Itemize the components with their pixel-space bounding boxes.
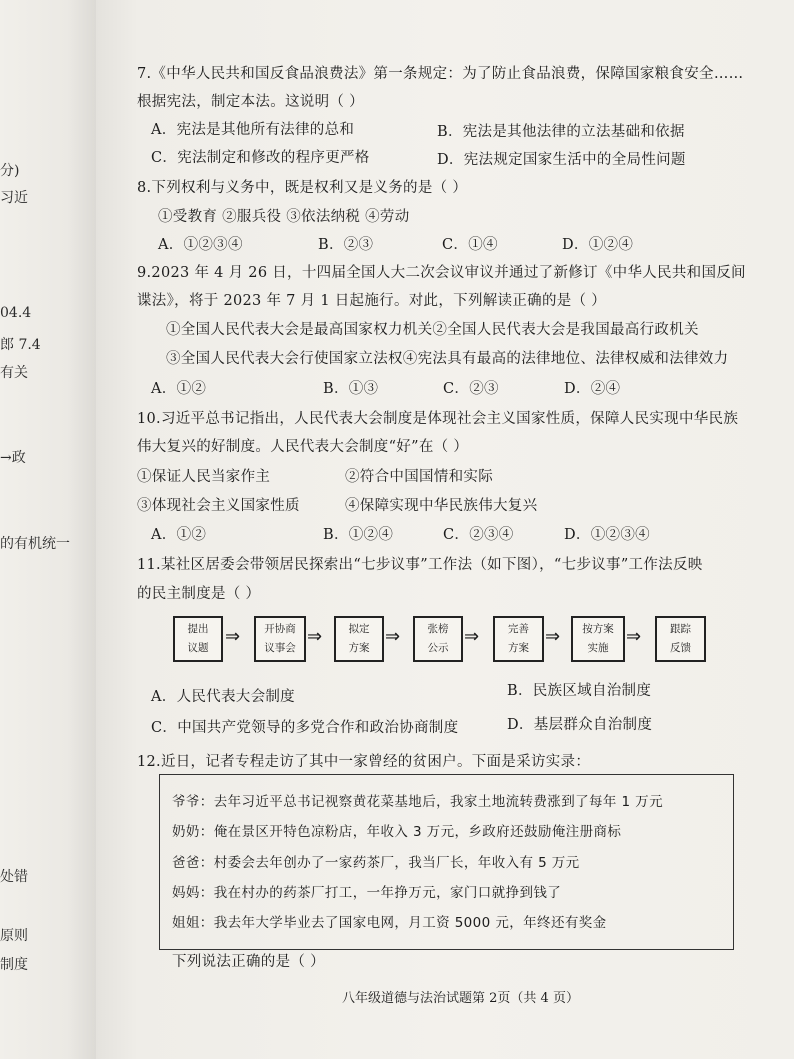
- q7-option-d: D．宪法规定国家生活中的全局性问题: [437, 152, 686, 168]
- q8-option-d: D．①②④: [562, 237, 634, 253]
- q11-option-b: B．民族区域自治制度: [507, 683, 652, 699]
- flow-arrow-icon: ⇒: [307, 626, 323, 647]
- q9-item-line-2: ③全国人民代表大会行使国家立法权④宪法具有最高的法律地位、法律权威和法律效力: [166, 351, 729, 367]
- flow-arrow-icon: ⇒: [545, 626, 561, 647]
- q10-option-a: A．①②: [151, 527, 207, 543]
- q11-option-a: A．人民代表大会制度: [151, 689, 295, 705]
- q8-option-a: A．①②③④: [158, 237, 243, 253]
- flow-step: [254, 616, 306, 662]
- flow-step-line: 方案: [348, 642, 370, 654]
- flow-step-line: 实施: [587, 642, 609, 654]
- q9-item-line-1: ①全国人民代表大会是最高国家权力机关②全国人民代表大会是我国最高行政机关: [166, 322, 699, 338]
- flow-step-line: 公示: [427, 642, 449, 654]
- q9-option-c: C．②③: [443, 381, 499, 397]
- q9-stem-line-2: 谍法》，将于 2023 年 7 月 1 日起施行。对此，下列解读正确的是（ ）: [137, 293, 607, 309]
- margin-fragment: 原则: [0, 928, 28, 944]
- q11-option-d: D．基层群众自治制度: [507, 717, 653, 733]
- q10-item-3: ③体现社会主义国家性质: [137, 498, 300, 514]
- interview-line: 妈妈：我在村办的药茶厂打工，一年挣万元，家门口就挣到钱了: [172, 885, 562, 901]
- q11-option-c: C．中国共产党领导的多党合作和政治协商制度: [151, 720, 459, 736]
- flow-step-line: 完善: [508, 623, 529, 635]
- flow-step-line: 方案: [508, 642, 529, 654]
- margin-fragment: 郎 7.4: [0, 337, 41, 353]
- q9-option-b: B．①③: [323, 381, 379, 397]
- interview-line: 奶奶：俺在景区开特色凉粉店，年收入 3 万元，乡政府还鼓励俺注册商标: [172, 824, 622, 840]
- q10-stem-line-1: 10.习近平总书记指出，人民代表大会制度是体现社会主义国家性质，保障人民实现中华民族: [137, 411, 739, 427]
- q8-option-b: B．②③: [318, 237, 374, 253]
- flow-arrow-icon: ⇒: [385, 626, 401, 647]
- flow-step-line: 议事会: [264, 642, 296, 654]
- previous-page-edge: [0, 0, 96, 1059]
- margin-fragment: 04.4: [0, 305, 32, 321]
- q11-stem-line-1: 11.某社区居委会带领居民探索出“七步议事”工作法（如下图），“七步议事”工作法反映: [137, 557, 703, 573]
- q7-stem-line-1: 7.《中华人民共和国反食品浪费法》第一条规定：为了防止食品浪费，保障国家粮食安全……: [137, 66, 744, 82]
- q10-stem-line-2: 伟大复兴的好制度。人民代表大会制度“好”在（ ）: [137, 439, 469, 455]
- q12-question: 下列说法正确的是（ ）: [172, 954, 325, 970]
- flow-step: [571, 616, 625, 662]
- flow-step-line: 拟定: [348, 623, 370, 635]
- q8-items: ①受教育 ②服兵役 ③依法纳税 ④劳动: [158, 209, 410, 225]
- margin-fragment: 习近: [0, 190, 28, 206]
- q11-stem-line-2: 的民主制度是（ ）: [137, 586, 261, 602]
- q10-item-1: ①保证人民当家作主: [137, 469, 271, 485]
- flow-step: [493, 616, 544, 662]
- margin-fragment: 处错: [0, 869, 28, 885]
- margin-fragment: 的有机统一: [0, 536, 70, 552]
- q7-stem-line-2: 根据宪法，制定本法。这说明（ ）: [137, 94, 364, 110]
- flow-step-line: 张榜: [427, 623, 449, 635]
- interview-line: 爸爸：村委会去年创办了一家药茶厂，我当厂长，年收入有 5 万元: [172, 855, 580, 871]
- flow-step: [413, 616, 463, 662]
- flow-step-line: 跟踪: [670, 623, 691, 635]
- margin-fragment: 分): [0, 163, 20, 179]
- flow-step-line: 议题: [187, 642, 209, 654]
- flow-arrow-icon: ⇒: [626, 626, 642, 647]
- q10-option-d: D．①②③④: [564, 527, 650, 543]
- q10-item-4: ④保障实现中华民族伟大复兴: [345, 498, 538, 514]
- flow-arrow-icon: ⇒: [464, 626, 480, 647]
- page-footer: 八年级道德与法治试题第 2页（共 4 页）: [342, 991, 579, 1006]
- flow-step: [655, 616, 706, 662]
- flow-step-line: 提出: [187, 623, 209, 635]
- q10-option-b: B．①②④: [323, 527, 394, 543]
- q7-option-c: C．宪法制定和修改的程序更严格: [151, 150, 370, 166]
- q10-item-2: ②符合中国国情和实际: [345, 469, 493, 485]
- q9-option-a: A．①②: [151, 381, 207, 397]
- q7-option-b: B．宪法是其他法律的立法基础和依据: [437, 124, 685, 140]
- q9-stem-line-1: 9.2023 年 4 月 26 日，十四届全国人大二次会议审议并通过了新修订《中华人民共和国反间: [137, 265, 746, 281]
- q10-option-c: C．②③④: [443, 527, 514, 543]
- flow-step: [334, 616, 384, 662]
- q7-option-a: A．宪法是其他所有法律的总和: [151, 122, 355, 138]
- q8-option-c: C．①④: [442, 237, 498, 253]
- flow-step-line: 按方案: [582, 623, 614, 635]
- interview-line: 爷爷：去年习近平总书记视察黄花菜基地后，我家土地流转费涨到了每年 1 万元: [172, 794, 663, 810]
- flow-step-line: 反馈: [670, 642, 691, 654]
- flow-step: [173, 616, 223, 662]
- flow-step-line: 开协商: [264, 623, 296, 635]
- margin-fragment: 制度: [0, 957, 28, 973]
- margin-fragment: →政: [0, 450, 26, 466]
- q9-option-d: D．②④: [564, 381, 621, 397]
- flow-arrow-icon: ⇒: [225, 626, 241, 647]
- interview-line: 姐姐：我去年大学毕业去了国家电网，月工资 5000 元，年终还有奖金: [172, 915, 607, 931]
- q8-stem: 8.下列权利与义务中，既是权利又是义务的是（ ）: [137, 180, 468, 196]
- q12-stem: 12.近日，记者专程走访了其中一家曾经的贫困户。下面是采访实录：: [137, 754, 591, 770]
- margin-fragment: 有关: [0, 365, 28, 381]
